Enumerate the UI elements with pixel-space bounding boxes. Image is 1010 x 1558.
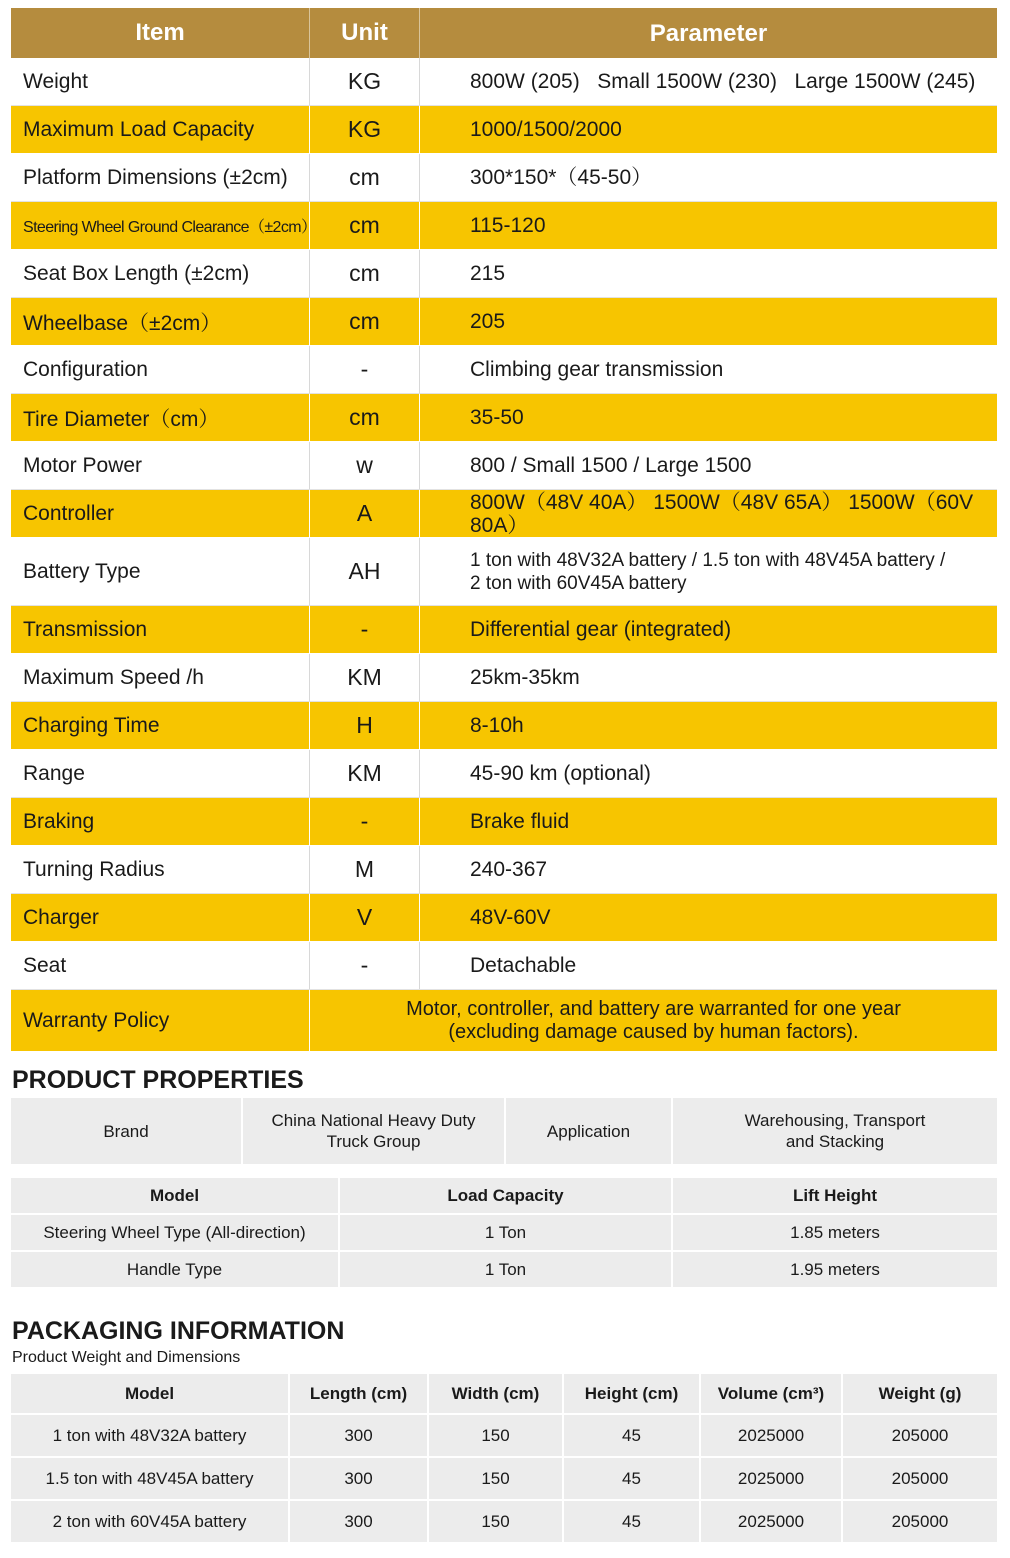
spec-unit: - xyxy=(310,942,420,989)
spec-parameter: 240-367 xyxy=(470,858,548,881)
spec-unit: - xyxy=(310,346,420,393)
model-cell: 1 ton with 48V32A battery xyxy=(11,1415,290,1456)
application-value-line: Warehousing, Transport xyxy=(744,1111,926,1130)
spec-row-seat-box-length xyxy=(11,250,997,298)
spec-item: Braking xyxy=(11,798,310,845)
length-cell: 300 xyxy=(290,1501,429,1542)
weight-cell: 205000 xyxy=(891,1425,949,1445)
spec-row-max-speed xyxy=(11,654,997,702)
spec-header-row xyxy=(11,8,997,58)
spec-parameter: 8-10h xyxy=(470,714,524,737)
spec-unit: - xyxy=(310,606,420,653)
model-cell: Handle Type xyxy=(11,1252,340,1287)
spec-unit: cm xyxy=(310,250,420,297)
spec-row-battery-type xyxy=(11,538,997,606)
spec-unit: V xyxy=(310,894,420,941)
weight-cell: 205000 xyxy=(891,1468,949,1488)
brand-application-table xyxy=(11,1098,997,1164)
spec-parameter-line: Motor, controller, and battery are warranted for one year xyxy=(406,997,901,1020)
length-cell: 300 xyxy=(290,1415,429,1456)
column-header: Load Capacity xyxy=(340,1178,673,1213)
spec-parameter: Detachable xyxy=(470,954,577,977)
spec-item: Seat Box Length (±2cm) xyxy=(11,250,310,297)
spec-row-charger xyxy=(11,894,997,942)
spec-row-weight xyxy=(11,58,997,106)
spec-item: Configuration xyxy=(11,346,310,393)
brand-value-line: China National Heavy Duty xyxy=(271,1111,476,1130)
spec-item: Platform Dimensions (±2cm) xyxy=(11,154,310,201)
header-unit: Unit xyxy=(310,8,420,58)
load-capacity-cell: 1 Ton xyxy=(340,1252,673,1287)
spec-parameter: 35-50 xyxy=(470,406,524,429)
spec-table xyxy=(11,8,997,1052)
spec-parameter: 45-90 km (optional) xyxy=(470,762,651,785)
spec-item: Range xyxy=(11,750,310,797)
models-table xyxy=(11,1178,997,1289)
brand-value xyxy=(243,1098,506,1164)
spec-unit: KG xyxy=(310,106,420,153)
spec-item: Wheelbase（±2cm） xyxy=(11,298,310,345)
spec-parameter: 1000/1500/2000 xyxy=(470,118,622,141)
spec-parameter: Climbing gear transmission xyxy=(470,358,724,381)
spec-unit: - xyxy=(310,798,420,845)
application-value xyxy=(673,1098,997,1164)
volume-cell: 2025000 xyxy=(701,1501,843,1542)
spec-parameter: 115-120 xyxy=(470,214,546,237)
spec-parameter: 25km-35km xyxy=(470,666,580,689)
spec-row-braking xyxy=(11,798,997,846)
spec-item: Weight xyxy=(11,58,310,105)
spec-parameter-line: 1 ton with 48V32A battery / 1.5 ton with 48V45A battery / xyxy=(470,549,946,571)
spec-row-configuration xyxy=(11,346,997,394)
spec-item: Steering Wheel Ground Clearance（±2cm） xyxy=(11,202,310,249)
application-label: Application xyxy=(506,1098,673,1164)
spec-row-turning-radius xyxy=(11,846,997,894)
spec-row-platform-dimensions xyxy=(11,154,997,202)
spec-row-seat xyxy=(11,942,997,990)
model-cell: Steering Wheel Type (All-direction) xyxy=(11,1215,340,1250)
spec-item: Seat xyxy=(11,942,310,989)
spec-unit: cm xyxy=(310,202,420,249)
spec-row-controller xyxy=(11,490,997,538)
table-row xyxy=(11,1458,997,1501)
width-cell: 150 xyxy=(429,1415,564,1456)
spec-row-max-load xyxy=(11,106,997,154)
lift-height-cell: 1.95 meters xyxy=(790,1259,880,1279)
lift-height-cell: 1.85 meters xyxy=(790,1222,880,1242)
spec-row-motor-power xyxy=(11,442,997,490)
packaging-subtitle: Product Weight and Dimensions xyxy=(12,1349,241,1366)
column-header: Model xyxy=(11,1178,340,1213)
spec-row-steering-clearance xyxy=(11,202,997,250)
spec-parameter: 205 xyxy=(470,310,506,333)
column-header: Length (cm) xyxy=(290,1374,429,1413)
spec-row-charging-time xyxy=(11,702,997,750)
spec-parameter: 215 xyxy=(470,262,506,285)
spec-item: Maximum Load Capacity xyxy=(11,106,310,153)
header-item: Item xyxy=(11,8,310,58)
spec-parameter: Differential gear (integrated) xyxy=(470,618,732,641)
spec-item: Maximum Speed /h xyxy=(11,654,310,701)
spec-row-tire-diameter xyxy=(11,394,997,442)
spec-unit: cm xyxy=(310,298,420,345)
packaging-header-row xyxy=(11,1374,997,1415)
spec-item: Tire Diameter（cm） xyxy=(11,394,310,441)
spec-unit: cm xyxy=(310,154,420,201)
spec-unit: A xyxy=(310,490,420,537)
packaging-table xyxy=(11,1374,997,1544)
length-cell: 300 xyxy=(290,1458,429,1499)
spec-item: Charger xyxy=(11,894,310,941)
spec-unit: KM xyxy=(310,750,420,797)
spec-parameter xyxy=(310,990,997,1051)
brand-value-line: Truck Group xyxy=(326,1132,421,1151)
spec-item: Battery Type xyxy=(11,538,310,605)
column-header: Model xyxy=(11,1374,290,1413)
application-value-line: and Stacking xyxy=(785,1132,885,1151)
volume-cell: 2025000 xyxy=(701,1415,843,1456)
spec-parameter: Brake fluid xyxy=(470,810,570,833)
column-header: Width (cm) xyxy=(429,1374,564,1413)
models-header-row xyxy=(11,1178,997,1215)
spec-item: Turning Radius xyxy=(11,846,310,893)
spec-unit: w xyxy=(310,442,420,489)
spec-row-range xyxy=(11,750,997,798)
height-cell: 45 xyxy=(564,1415,701,1456)
spec-parameter-line: (excluding damage caused by human factors). xyxy=(448,1020,859,1043)
column-header: Weight (g) xyxy=(878,1383,962,1403)
spec-parameter: 800 / Small 1500 / Large 1500 xyxy=(470,454,752,477)
column-header: Lift Height xyxy=(792,1185,878,1205)
spec-unit: H xyxy=(310,702,420,749)
model-cell: 2 ton with 60V45A battery xyxy=(11,1501,290,1542)
table-row xyxy=(11,1252,997,1289)
width-cell: 150 xyxy=(429,1501,564,1542)
spec-parameter-line: 2 ton with 60V45A battery xyxy=(470,572,687,594)
packaging-title: PACKAGING INFORMATION xyxy=(12,1317,345,1345)
product-properties-title: PRODUCT PROPERTIES xyxy=(12,1066,304,1094)
spec-parameter: 800W（48V 40A） 1500W（48V 65A） 1500W（60V 80A） xyxy=(470,490,974,537)
spec-item: Charging Time xyxy=(11,702,310,749)
spec-row-warranty xyxy=(11,990,997,1052)
height-cell: 45 xyxy=(564,1501,701,1542)
spec-parameter: 800W (205) Small 1500W (230) Large 1500W (245) xyxy=(470,70,976,93)
spec-unit: cm xyxy=(310,394,420,441)
spec-item: Motor Power xyxy=(11,442,310,489)
height-cell: 45 xyxy=(564,1458,701,1499)
spec-item: Warranty Policy xyxy=(11,990,310,1051)
load-capacity-cell: 1 Ton xyxy=(340,1215,673,1250)
header-parameter: Parameter xyxy=(649,19,768,47)
spec-unit: AH xyxy=(310,538,420,605)
model-cell: 1.5 ton with 48V45A battery xyxy=(11,1458,290,1499)
table-row xyxy=(11,1215,997,1252)
spec-parameter: 48V-60V xyxy=(470,906,551,929)
spec-unit: M xyxy=(310,846,420,893)
weight-cell: 205000 xyxy=(891,1511,949,1531)
spec-row-wheelbase xyxy=(11,298,997,346)
volume-cell: 2025000 xyxy=(701,1458,843,1499)
table-row xyxy=(11,1415,997,1458)
spec-unit: KG xyxy=(310,58,420,105)
table-row xyxy=(11,1501,997,1544)
spec-unit: KM xyxy=(310,654,420,701)
spec-item: Controller xyxy=(11,490,310,537)
spec-parameter xyxy=(420,538,997,605)
spec-item: Transmission xyxy=(11,606,310,653)
column-header: Height (cm) xyxy=(564,1374,701,1413)
spec-row-transmission xyxy=(11,606,997,654)
column-header: Volume (cm³) xyxy=(701,1374,843,1413)
width-cell: 150 xyxy=(429,1458,564,1499)
brand-label: Brand xyxy=(11,1098,243,1164)
spec-parameter: 300*150*（45-50） xyxy=(470,166,653,189)
